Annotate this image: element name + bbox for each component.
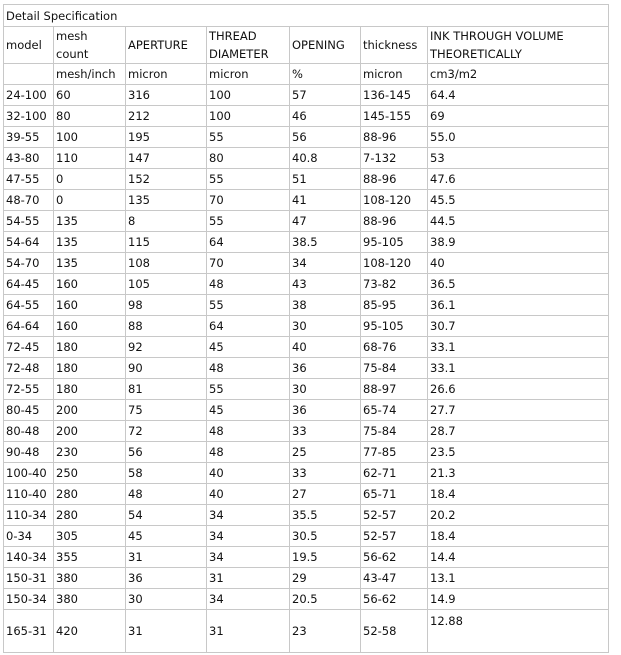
cell-thickness: 52-57 [361,505,428,526]
cell-opening: 34 [290,253,361,274]
cell-thread-diameter: 55 [207,211,290,232]
cell-opening: 20.5 [290,589,361,610]
cell-ink-volume: 38.9 [428,232,609,253]
cell-ink-volume: 18.4 [428,484,609,505]
cell-thickness: 62-71 [361,463,428,484]
table-row [4,442,609,463]
cell-aperture: 58 [126,463,207,484]
cell-aperture: 8 [126,211,207,232]
table-row [4,463,609,484]
cell-ink-volume: 18.4 [428,526,609,547]
table-row [4,127,609,148]
cell-thickness: 43-47 [361,568,428,589]
cell-ink-volume: 26.6 [428,379,609,400]
table-row [4,190,609,211]
cell-thread-diameter: 55 [207,379,290,400]
cell-thread-diameter: 48 [207,274,290,295]
cell-model: 72-48 [4,358,54,379]
cell-aperture: 72 [126,421,207,442]
unit-thread: micron [207,64,290,85]
cell-mesh-count: 180 [54,337,126,358]
cell-model: 100-40 [4,463,54,484]
cell-mesh-count: 355 [54,547,126,568]
cell-opening: 30 [290,379,361,400]
cell-mesh-count: 180 [54,379,126,400]
cell-model: 110-40 [4,484,54,505]
table-row [4,232,609,253]
cell-aperture: 75 [126,400,207,421]
cell-aperture: 105 [126,274,207,295]
unit-mesh: mesh/inch [54,64,126,85]
cell-thickness: 88-96 [361,127,428,148]
cell-thread-diameter: 34 [207,526,290,547]
cell-mesh-count: 160 [54,316,126,337]
cell-model: 64-55 [4,295,54,316]
cell-thread-diameter: 48 [207,358,290,379]
table-row [4,106,609,127]
cell-aperture: 30 [126,589,207,610]
cell-mesh-count: 380 [54,568,126,589]
table-row [4,568,609,589]
cell-model: 80-45 [4,400,54,421]
cell-thread-diameter: 64 [207,232,290,253]
table-row [4,421,609,442]
cell-opening: 27 [290,484,361,505]
table-row [4,379,609,400]
cell-thickness: 145-155 [361,106,428,127]
cell-aperture: 152 [126,169,207,190]
cell-mesh-count: 380 [54,589,126,610]
cell-thickness: 52-57 [361,526,428,547]
cell-thickness: 75-84 [361,421,428,442]
cell-mesh-count: 280 [54,505,126,526]
cell-model: 80-48 [4,421,54,442]
cell-thread-diameter: 64 [207,316,290,337]
cell-thickness: 77-85 [361,442,428,463]
header-thread-line2: DIAMETER [209,47,269,61]
cell-thread-diameter: 80 [207,148,290,169]
cell-mesh-count: 420 [54,610,126,653]
table-row [4,169,609,190]
cell-ink-volume: 28.7 [428,421,609,442]
cell-ink-volume: 20.2 [428,505,609,526]
cell-mesh-count: 80 [54,106,126,127]
header-thread-line1: THREAD [209,29,257,43]
cell-model: 43-80 [4,148,54,169]
cell-ink-volume: 36.5 [428,274,609,295]
cell-model: 140-34 [4,547,54,568]
cell-aperture: 56 [126,442,207,463]
table-title: Detail Specification [4,5,609,27]
cell-mesh-count: 60 [54,85,126,106]
cell-thickness: 95-105 [361,232,428,253]
cell-opening: 36 [290,358,361,379]
cell-thread-diameter: 45 [207,400,290,421]
cell-thickness: 108-120 [361,253,428,274]
table-row [4,484,609,505]
cell-aperture: 135 [126,190,207,211]
cell-opening: 41 [290,190,361,211]
cell-ink-volume: 13.1 [428,568,609,589]
cell-thread-diameter: 34 [207,589,290,610]
cell-ink-volume: 47.6 [428,169,609,190]
cell-model: 110-34 [4,505,54,526]
cell-mesh-count: 110 [54,148,126,169]
header-mesh-count [54,27,126,64]
cell-thread-diameter: 34 [207,547,290,568]
title-row [4,5,609,27]
cell-thickness: 75-84 [361,358,428,379]
cell-thickness: 88-96 [361,211,428,232]
table-row [4,358,609,379]
cell-opening: 33 [290,463,361,484]
cell-aperture: 81 [126,379,207,400]
cell-model: 54-70 [4,253,54,274]
cell-thickness: 52-58 [361,610,428,653]
cell-opening: 29 [290,568,361,589]
cell-opening: 57 [290,85,361,106]
cell-ink-volume: 69 [428,106,609,127]
cell-model: 150-34 [4,589,54,610]
table-row [4,85,609,106]
cell-mesh-count: 200 [54,421,126,442]
cell-opening: 40.8 [290,148,361,169]
cell-opening: 40 [290,337,361,358]
cell-thickness: 73-82 [361,274,428,295]
cell-mesh-count: 280 [54,484,126,505]
cell-aperture: 36 [126,568,207,589]
table-row [4,505,609,526]
cell-model: 150-31 [4,568,54,589]
unit-thickness: micron [361,64,428,85]
cell-mesh-count: 160 [54,274,126,295]
header-ink-line2: THEORETICALLY [430,47,522,61]
table-row [4,295,609,316]
table-row [4,547,609,568]
table-row [4,274,609,295]
cell-thickness: 88-97 [361,379,428,400]
cell-ink-volume: 53 [428,148,609,169]
cell-aperture: 147 [126,148,207,169]
cell-thickness: 7-132 [361,148,428,169]
cell-ink-volume: 36.1 [428,295,609,316]
cell-thickness: 65-71 [361,484,428,505]
cell-thread-diameter: 100 [207,85,290,106]
table-row [4,148,609,169]
cell-ink-volume: 23.5 [428,442,609,463]
cell-model: 64-45 [4,274,54,295]
cell-opening: 30 [290,316,361,337]
cell-model: 48-70 [4,190,54,211]
cell-thickness: 65-74 [361,400,428,421]
cell-ink-volume: 45.5 [428,190,609,211]
cell-model: 54-55 [4,211,54,232]
cell-thickness: 95-105 [361,316,428,337]
cell-mesh-count: 160 [54,295,126,316]
table-row [4,253,609,274]
cell-thread-diameter: 70 [207,190,290,211]
cell-mesh-count: 135 [54,253,126,274]
cell-ink-volume: 44.5 [428,211,609,232]
cell-aperture: 48 [126,484,207,505]
table-row [4,610,609,653]
cell-aperture: 316 [126,85,207,106]
cell-thread-diameter: 31 [207,610,290,653]
cell-mesh-count: 135 [54,211,126,232]
cell-model: 0-34 [4,526,54,547]
cell-ink-volume: 27.7 [428,400,609,421]
cell-thickness: 88-96 [361,169,428,190]
cell-thickness: 85-95 [361,295,428,316]
spec-table [3,4,609,653]
cell-aperture: 98 [126,295,207,316]
cell-ink-volume: 40 [428,253,609,274]
cell-ink-volume: 33.1 [428,337,609,358]
cell-aperture: 90 [126,358,207,379]
cell-aperture: 115 [126,232,207,253]
header-model: model [4,27,54,64]
cell-model: 54-64 [4,232,54,253]
header-aperture: APERTURE [126,27,207,64]
cell-thread-diameter: 100 [207,106,290,127]
spec-table-container [3,4,608,653]
cell-thread-diameter: 48 [207,421,290,442]
cell-mesh-count: 305 [54,526,126,547]
cell-mesh-count: 0 [54,169,126,190]
cell-model: 32-100 [4,106,54,127]
cell-thread-diameter: 70 [207,253,290,274]
cell-mesh-count: 230 [54,442,126,463]
header-ink-line1: INK THROUGH VOLUME [430,29,564,43]
cell-thread-diameter: 40 [207,463,290,484]
cell-thickness: 68-76 [361,337,428,358]
header-thickness: thickness [361,27,428,64]
cell-opening: 33 [290,421,361,442]
unit-ink: cm3/m2 [428,64,609,85]
cell-opening: 19.5 [290,547,361,568]
cell-thread-diameter: 55 [207,295,290,316]
cell-thread-diameter: 31 [207,568,290,589]
cell-model: 72-45 [4,337,54,358]
cell-thickness: 56-62 [361,547,428,568]
cell-opening: 38.5 [290,232,361,253]
cell-opening: 56 [290,127,361,148]
cell-thickness: 136-145 [361,85,428,106]
cell-opening: 30.5 [290,526,361,547]
cell-model: 47-55 [4,169,54,190]
cell-opening: 25 [290,442,361,463]
header-opening: OPENING [290,27,361,64]
cell-mesh-count: 250 [54,463,126,484]
cell-ink-volume: 14.4 [428,547,609,568]
cell-aperture: 31 [126,547,207,568]
table-row [4,526,609,547]
table-row [4,589,609,610]
cell-thickness: 56-62 [361,589,428,610]
cell-opening: 46 [290,106,361,127]
unit-model [4,64,54,85]
cell-opening: 35.5 [290,505,361,526]
header-mesh-line2: count [56,47,89,61]
cell-aperture: 92 [126,337,207,358]
cell-thread-diameter: 45 [207,337,290,358]
cell-thread-diameter: 40 [207,484,290,505]
cell-thread-diameter: 34 [207,505,290,526]
cell-ink-volume: 21.3 [428,463,609,484]
cell-opening: 51 [290,169,361,190]
table-row [4,337,609,358]
cell-ink-volume: 33.1 [428,358,609,379]
cell-mesh-count: 0 [54,190,126,211]
cell-opening: 47 [290,211,361,232]
cell-aperture: 31 [126,610,207,653]
cell-aperture: 212 [126,106,207,127]
cell-ink-volume: 14.9 [428,589,609,610]
header-mesh-line1: mesh [56,29,88,43]
unit-aperture: micron [126,64,207,85]
cell-opening: 38 [290,295,361,316]
cell-mesh-count: 135 [54,232,126,253]
cell-opening: 43 [290,274,361,295]
cell-model: 165-31 [4,610,54,653]
cell-thread-diameter: 55 [207,127,290,148]
cell-aperture: 195 [126,127,207,148]
unit-opening: % [290,64,361,85]
cell-thickness: 108-120 [361,190,428,211]
cell-opening: 36 [290,400,361,421]
units-row [4,64,609,85]
cell-model: 64-64 [4,316,54,337]
cell-ink-volume: 55.0 [428,127,609,148]
cell-aperture: 45 [126,526,207,547]
cell-aperture: 88 [126,316,207,337]
cell-model: 24-100 [4,85,54,106]
cell-model: 72-55 [4,379,54,400]
cell-ink-volume: 12.88 [428,610,609,653]
cell-ink-volume: 64.4 [428,85,609,106]
cell-ink-volume: 30.7 [428,316,609,337]
table-row [4,211,609,232]
cell-aperture: 108 [126,253,207,274]
cell-model: 90-48 [4,442,54,463]
table-row [4,400,609,421]
cell-model: 39-55 [4,127,54,148]
cell-thread-diameter: 48 [207,442,290,463]
cell-mesh-count: 100 [54,127,126,148]
cell-mesh-count: 200 [54,400,126,421]
cell-opening: 23 [290,610,361,653]
cell-mesh-count: 180 [54,358,126,379]
cell-thread-diameter: 55 [207,169,290,190]
header-ink-volume [428,27,609,64]
header-thread-diameter [207,27,290,64]
table-row [4,316,609,337]
cell-aperture: 54 [126,505,207,526]
